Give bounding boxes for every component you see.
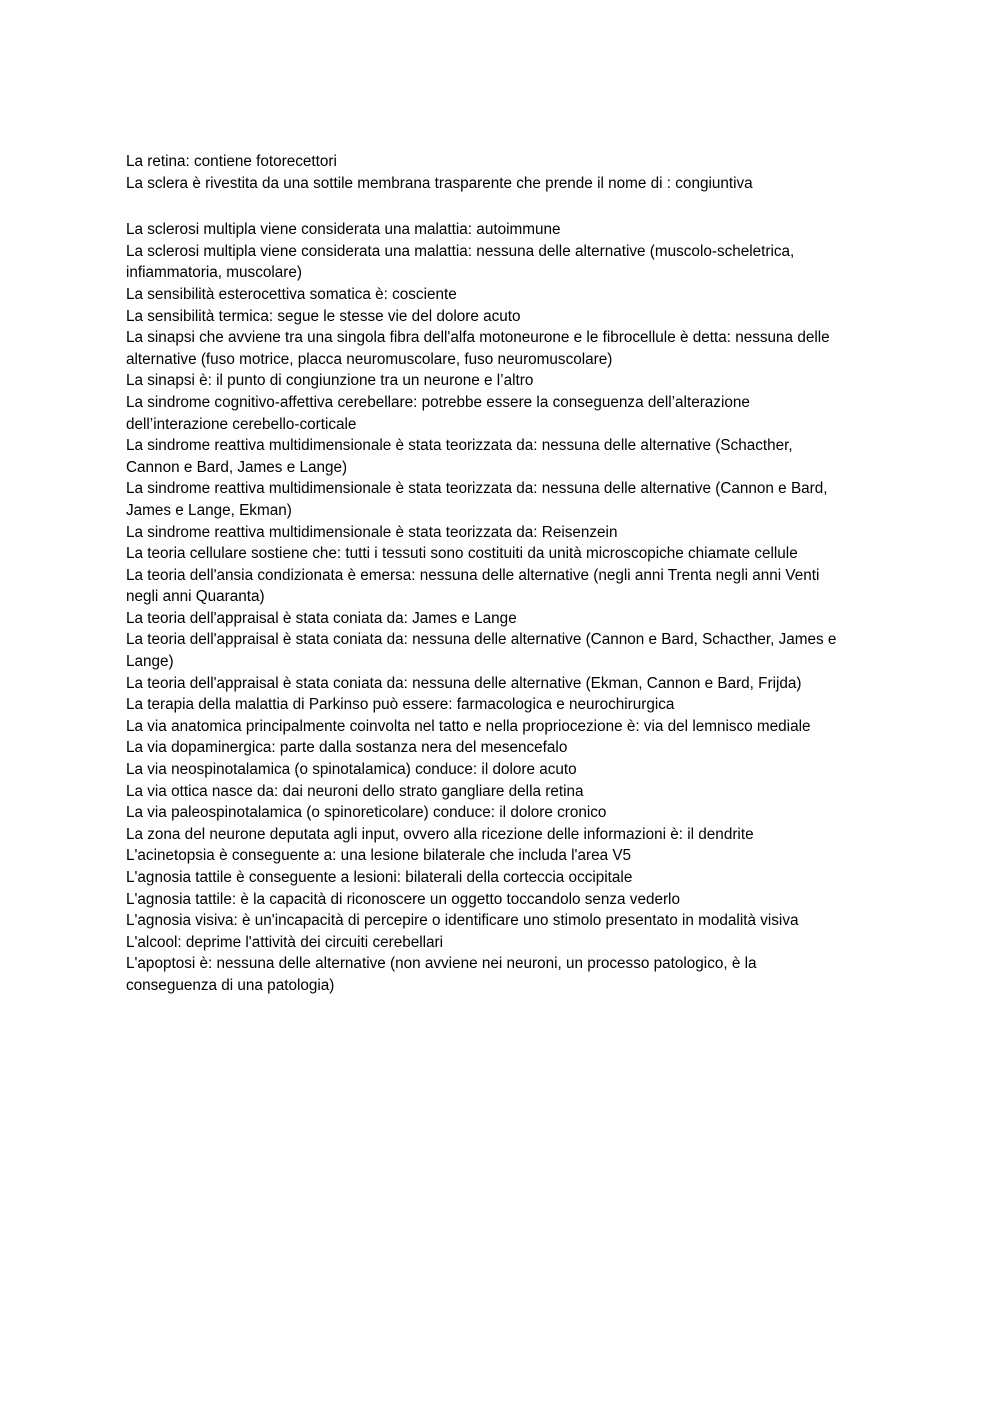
text-line: La via anatomica principalmente coinvolta nel tatto e nella propriocezione è: via del lemnisco mediale: [126, 717, 811, 735]
text-line: L'agnosia tattile: è la capacità di riconoscere un oggetto toccandolo senza vederlo: [126, 890, 680, 908]
text-line: L'agnosia tattile è conseguente a lesioni: bilaterali della corteccia occipitale: [126, 869, 633, 886]
text-line: L'apoptosi è: nessuna delle alternative (non avviene nei neuroni, un processo patologico, è la conseguenza di una patologia): [126, 955, 757, 994]
text-line: La sindrome cognitivo-affettiva cerebellare: potrebbe essere la conseguenza dell’alterazione dell’interazione cerebello-corticale: [126, 393, 750, 433]
text-line: La via neospinotalamica (o spinotalamica) conduce: il dolore acuto: [126, 761, 577, 779]
text-line: La teoria dell'appraisal è stata coniata da: nessuna delle alternative (Ekman, Cannon e Bard, Frijda): [126, 674, 802, 692]
text-line: La zona del neurone deputata agli input, ovvero alla ricezione delle informazioni è: il dendrite: [126, 825, 754, 843]
text-line: La sindrome reattiva multidimensionale è stata teorizzata da: nessuna delle alternative (Schacther, Cannon e Bard, James e Lange): [126, 437, 793, 476]
text-line: La via ottica nasce da: dai neuroni dello strato gangliare della retina: [126, 782, 584, 800]
text-line: La sclerosi multipla viene considerata una malattia: nessuna delle alternative (muscolo-scheletrica, infiammatoria, muscolare): [126, 242, 795, 282]
text-line: La sensibilità termica: segue le stesse vie del dolore acuto: [126, 307, 521, 325]
text-line: La sensibilità esterocettiva somatica è: cosciente: [126, 285, 457, 303]
text-line: L'alcool: deprime l'attività dei circuiti cerebellari: [126, 933, 444, 951]
text-line: La sclera è rivestita da una sottile membrana trasparente che prende il nome di : congiuntiva: [126, 174, 753, 192]
document-body: [126, 151, 846, 997]
text-line: La teoria dell'appraisal è stata coniata da: nessuna delle alternative (Cannon e Bard, Schacther, James e Lange): [126, 631, 837, 671]
text-line: La sindrome reattiva multidimensionale è stata teorizzata da: nessuna delle alternative (Cannon e Bard, James e Lange, Ekman): [126, 480, 828, 519]
text-line: La via paleospinotalamica (o spinoreticolare) conduce: il dolore cronico: [126, 804, 607, 822]
text-line: La sinapsi è: il punto di congiunzione tra un neurone e l’altro: [126, 372, 534, 390]
text-line: La teoria cellulare sostiene che: tutti i tessuti sono costituiti da unità microscopiche chiamate cellule: [126, 545, 798, 563]
text-line: L'agnosia visiva: è un'incapacità di percepire o identificare uno stimolo presentato in modalità visiva: [126, 912, 799, 930]
text-line: La terapia della malattia di Parkinso può essere: farmacologica e neurochirurgica: [126, 696, 675, 714]
text-line: La sclerosi multipla viene considerata una malattia: autoimmune: [126, 221, 561, 239]
text-line: La teoria dell'appraisal è stata coniata da: James e Lange: [126, 609, 517, 627]
text-line: La teoria dell'ansia condizionata è emersa: nessuna delle alternative (negli anni Trenta negli anni Venti negli anni Quaranta): [126, 566, 820, 606]
text-line: L'acinetopsia è conseguente a: una lesione bilaterale che includa l'area V5: [126, 847, 632, 865]
text-line: La sindrome reattiva multidimensionale è stata teorizzata da: Reisenzein: [126, 523, 618, 541]
text-line: La via dopaminergica: parte dalla sostanza nera del mesencefalo: [126, 739, 568, 757]
text-line: La retina: contiene fotorecettori: [126, 153, 337, 170]
text-line: La sinapsi che avviene tra una singola fibra dell'alfa motoneurone e le fibrocellule è detta: nessuna delle alternative (fuso motrice, placca neuromuscolare, fuso neuromuscolare): [126, 329, 830, 368]
